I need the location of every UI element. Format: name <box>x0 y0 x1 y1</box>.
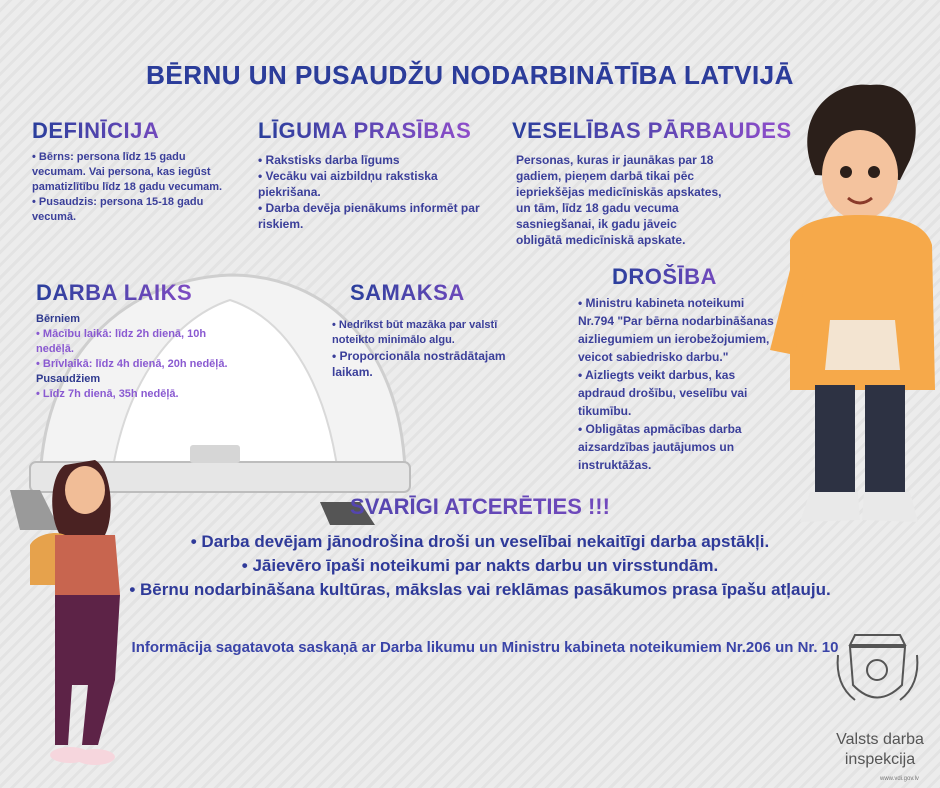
darba-laiks-line: • Brīvlaikā: līdz 4h dienā, 20h nedēļā. <box>36 358 228 370</box>
drosiba-line: • Ministru kabineta noteikumi Nr.794 "Par bērna nodarbināšanas aizliegumiem un ierobežojumiem, veicot sabiedrisko darbu." <box>578 296 774 364</box>
drosiba-line: • Aizliegts veikt darbus, kas apdraud drošību, veselību vai tikumību. <box>578 368 748 418</box>
liguma-line: • Darba devēja pienākums informēt par riskiem. <box>258 201 480 231</box>
samaksa-heading: SAMAKSA <box>350 280 542 306</box>
page-title: BĒRNU UN PUSAUDŽU NODARBINĀTĪBA LATVIJĀ <box>0 60 940 91</box>
samaksa-line: • Proporcionāla nostrādātajam laikam. <box>332 349 506 379</box>
liguma-section <box>258 118 498 232</box>
drosiba-line: • Obligātas apmācības darba aizsardzības jautājumos un instruktāžas. <box>578 422 742 472</box>
liguma-heading: LĪGUMA PRASĪBAS <box>258 118 498 144</box>
logo-text <box>825 730 935 770</box>
svarigi-line: • Bērnu nodarbināšana kultūras, mākslas vai reklāmas pasākumos prasa īpašu atļauju. <box>129 580 831 599</box>
drosiba-section <box>578 264 778 474</box>
darba-laiks-line: • Mācību laikā: līdz 2h dienā, 10h nedēļā. <box>36 328 207 355</box>
logo-line-2: inspekcija <box>844 751 916 768</box>
definicija-heading: DEFINĪCIJA <box>32 118 232 144</box>
liguma-line: • Rakstisks darba līgums <box>258 153 400 167</box>
samaksa-line: • Nedrīkst būt mazāka par valstī noteikto minimālo algu. <box>332 319 498 346</box>
veselibas-heading: VESELĪBAS PĀRBAUDES <box>512 118 822 144</box>
drosiba-heading: DROŠĪBA <box>612 264 778 290</box>
samaksa-section <box>332 280 542 380</box>
veselibas-text: Personas, kuras ir jaunākas par 18 gadiem, pieņem darbā tikai pēc iepriekšējas medicīniskās apskates, un tām, līdz 18 gadu vecuma sasniegšanai, ik gadu jāveic obligātā medicīniskā apskate. <box>516 153 722 247</box>
info-text: Informācija sagatavota saskaņā ar Darba likumu un Ministru kabineta noteikumiem Nr.206 un Nr. 10 <box>131 639 839 656</box>
url-text: www.vdi.gov.lv <box>880 776 919 782</box>
veselibas-section <box>512 118 822 248</box>
coat-of-arms-icon <box>830 625 925 720</box>
darba-laiks-line: Bērniem <box>36 313 81 325</box>
definicija-section <box>32 118 232 225</box>
definicija-line: • Bērns: persona līdz 15 gadu vecumam. Vai persona, kas iegūst pamatizlītību līdz 18 gadu vecumam. <box>32 151 223 193</box>
darba-laiks-line: Pusaudžiem <box>36 373 101 385</box>
darba-laiks-section <box>36 280 246 402</box>
svarigi-line: • Jāievēro īpaši noteikumi par nakts darbu un virsstundām. <box>241 556 719 575</box>
definicija-line: • Pusaudzis: persona 15-18 gadu vecumā. <box>32 196 204 223</box>
liguma-line: • Vecāku vai aizbildņu rakstiska piekrišana. <box>258 169 438 199</box>
logo-line-1: Valsts darba <box>836 731 924 748</box>
darba-laiks-line: • Līdz 7h dienā, 35h nedēļā. <box>36 388 179 400</box>
darba-laiks-heading: DARBA LAIKS <box>36 280 246 306</box>
svarigi-list <box>120 530 840 602</box>
svarigi-line: • Darba devējam jānodrošina droši un veselībai nekaitīgi darba apstākļi. <box>190 532 770 551</box>
svarigi-heading: SVARĪGI ATCERĒTIES !!! <box>0 494 940 520</box>
